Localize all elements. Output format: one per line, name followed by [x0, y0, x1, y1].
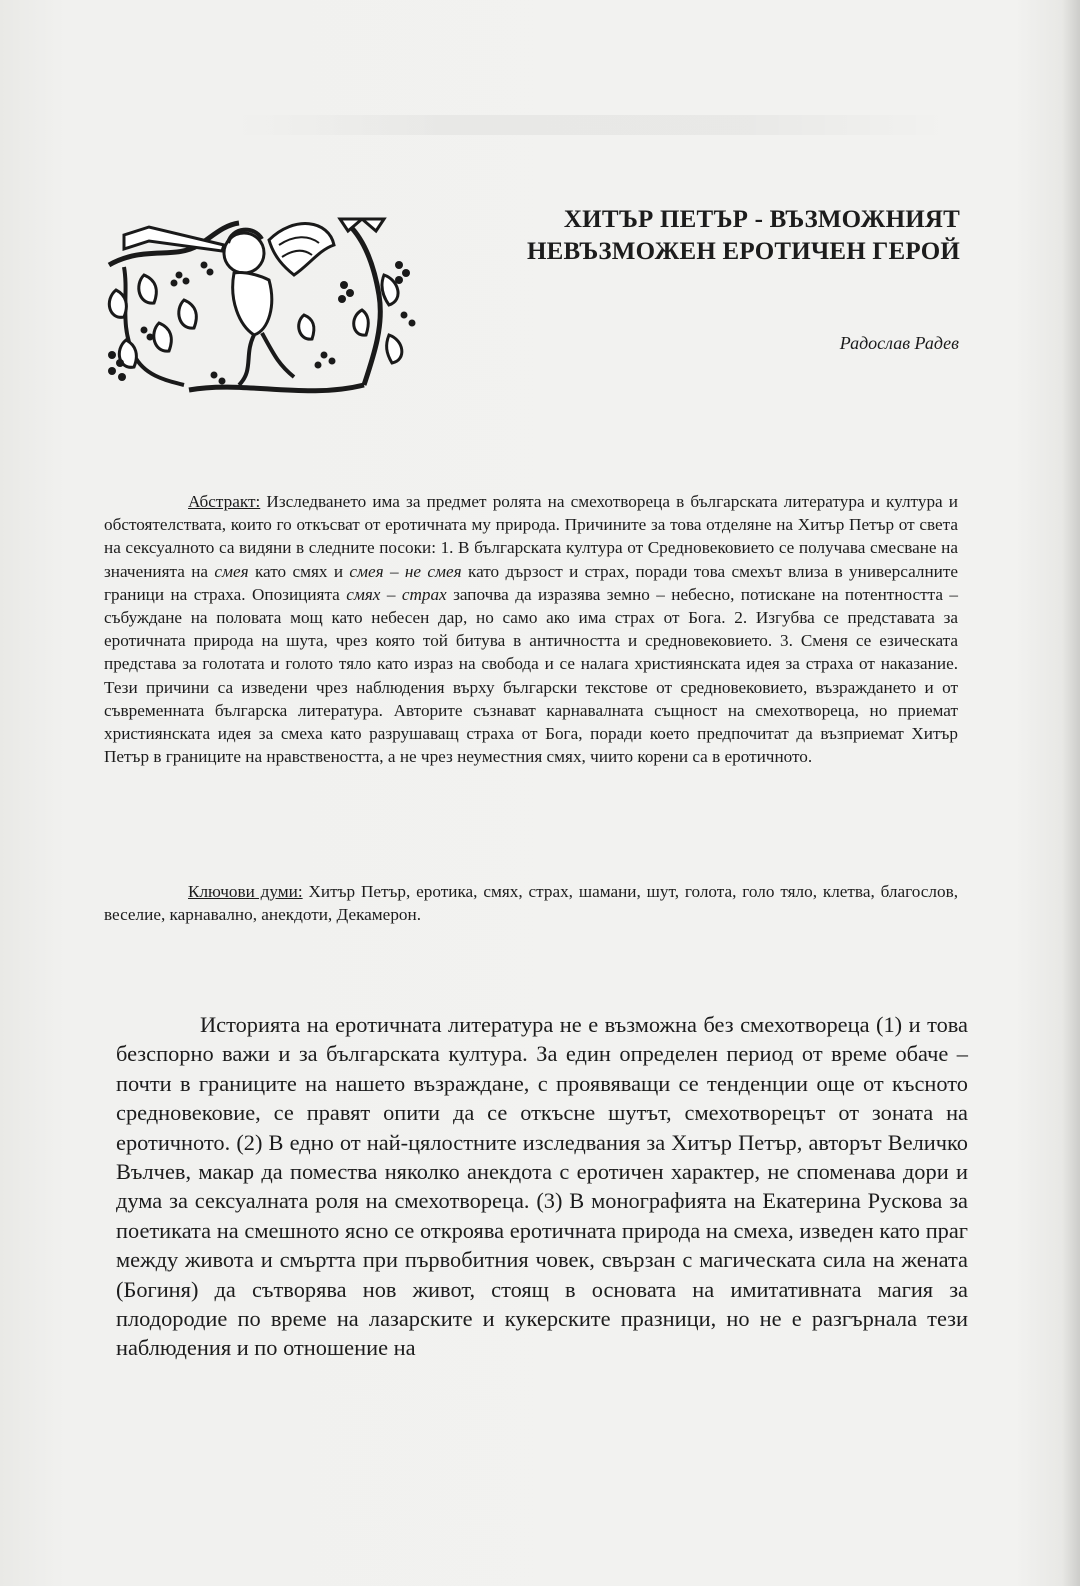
spine-shadow	[1062, 0, 1080, 1586]
abstract-text-2: като смях и	[248, 561, 350, 581]
abstract-paragraph	[104, 490, 958, 768]
body-paragraph: Историята на еротичната литература не е възможна без смехотвореца (1) и това безспорно важи и за българската култура. За един определен период от време обаче – почти в границите на нашето възраждане, с проявяващи се тенденции още от късното средновековие, се правят опити да се откъсне шутът, смехотворецът от зоната на еротичното. (2) В едно от най-цялостните изследвания за Хитър Петър, авторът Величко Вълчев, макар да помества няколко анекдота с еротичен характер, не споменава дори и дума за сексуалната роля на смехотвореца. (3) В монографията на Екатерина Рускова за поетиката на смешното ясно се откроява еротичната природа на смеха, изведен като праг между живота и смъртта при първобитния човек, свързан с магическата сила на жената (Богиня) да сътворява нов живот, стоящ в основата на имитативната магия за плодородие по време на лазарските и кукерските празници, но не е разгърнала тези наблюдения и по отношение на	[116, 1012, 968, 1361]
abstract-emphasis-1: смея	[214, 561, 249, 581]
author-name: Радослав Радев	[839, 333, 959, 353]
title-line-2: НЕВЪЗМОЖЕН ЕРОТИЧЕН ГЕРОЙ	[527, 238, 960, 265]
abstract-text-1: Изследването има за предмет ролята на смехотвореца в българската литература и култура и обстоятелствата, които го откъсват от еротичната му природа. Причините за това отделяне на Хитър Петър от света на сексуалното са видяни в следните посоки: 1. В българската култура от Средновековието се получава смесване на значенията на	[104, 492, 958, 581]
bleed-through-shadow	[230, 115, 950, 135]
abstract-emphasis-3: смях – страх	[346, 584, 447, 604]
keywords-paragraph	[104, 880, 958, 926]
abstract-text-3: като дързост и страх, поради това смехът влиза в универсалните граници на страха. Опозицията	[104, 561, 958, 604]
cherub-trumpet-vine-ornament-icon	[104, 205, 434, 405]
keywords-text: Хитър Петър, еротика, смях, страх, шамани, шут, голота, голо тяло, клетва, благослов, веселие, карнавално, анекдоти, Декамерон.	[104, 882, 958, 925]
title-line-1: ХИТЪР ПЕТЪР - ВЪЗМОЖНИЯТ	[563, 206, 960, 233]
abstract-emphasis-2: смея – не смея	[349, 561, 462, 581]
keywords-label: Ключови думи:	[188, 882, 303, 901]
abstract-label: Абстракт:	[188, 492, 261, 511]
abstract-text-4: започва да изразява земно – небесно, потискане на потентността – събуждане на половата мощ като небесен дар, но само ако има страх от Бога. 2. Изгубва се представата за еротичната природа на шута, чрез която той битува в античността и средновековието. 3. Сменя се езическата представа за голотата и голото тяло като израз на свобода и се налага християнската идея за страха от наказание. Тези причини са изведени чрез наблюдения върху български текстове от средновековието, възраждането и от съвременната българска литература. Авторите съзнават карнавалната същност на смехотвореца, но приемат християнската идея за смеха като разрушаващ страха от Бога, поради което предпочитат да възприемат Хитър Петър в границите на нравствеността, а не чрез неуместния смях, чиито корени са в еротичното.	[104, 584, 959, 767]
